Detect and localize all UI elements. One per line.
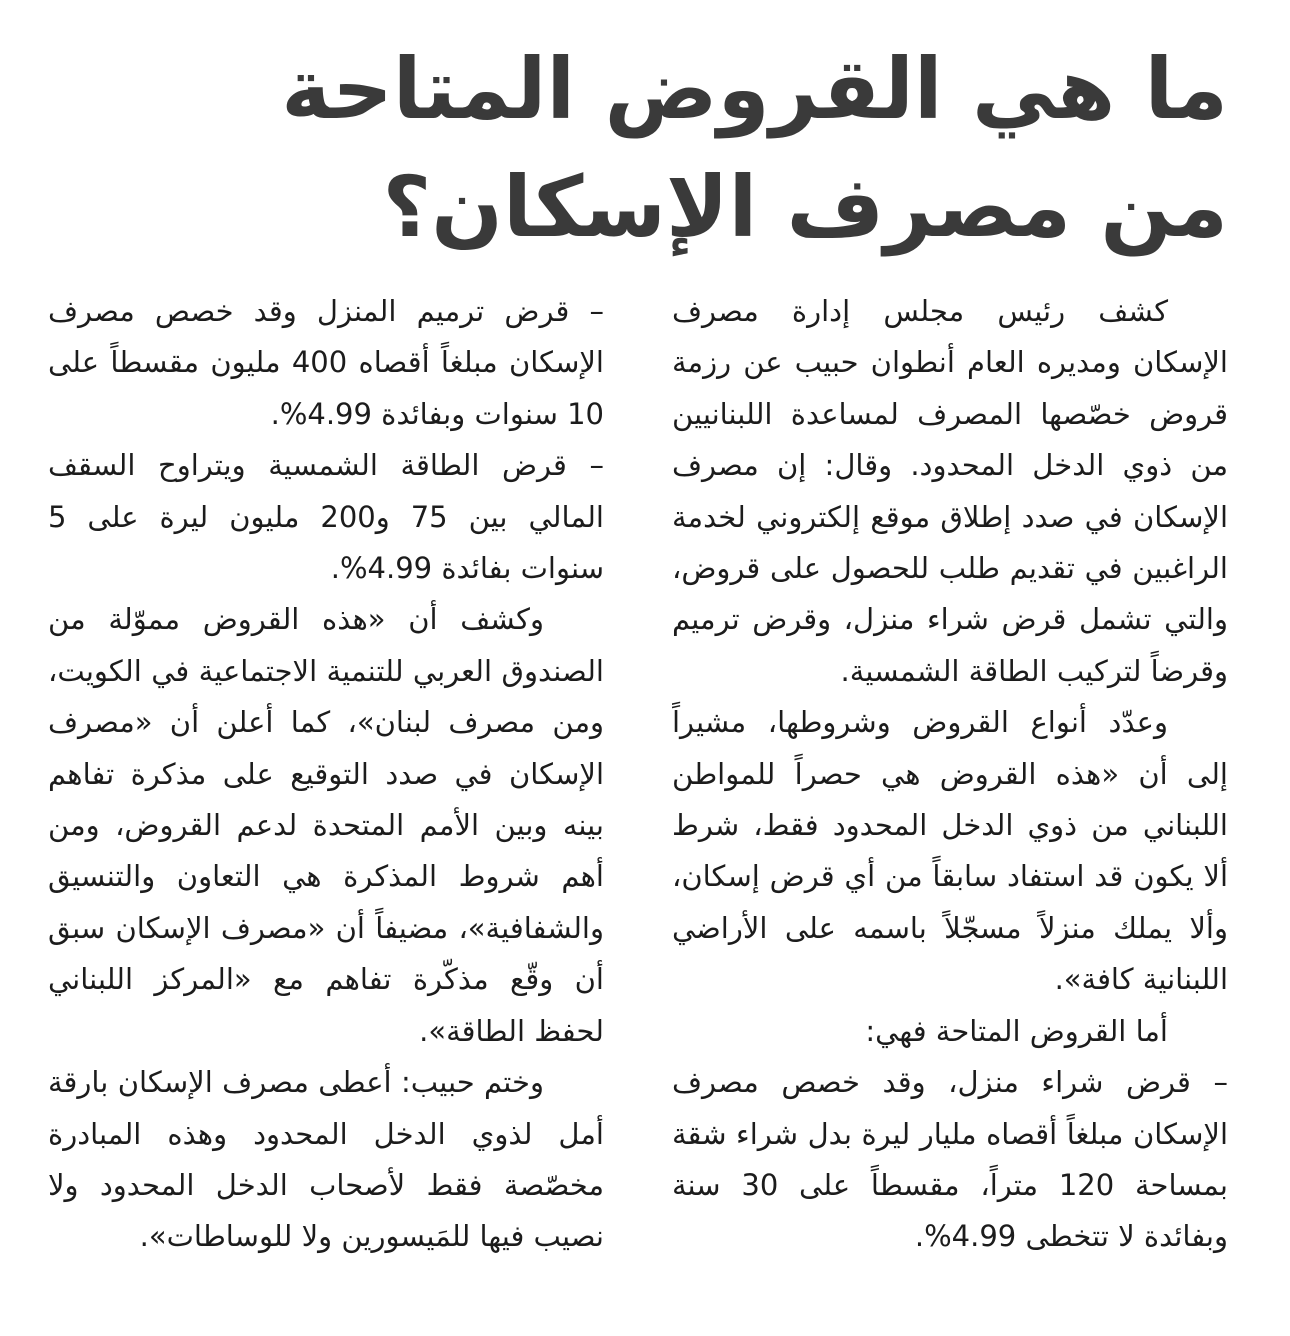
paragraph: وختم حبيب: أعطى مصرف الإسكان بارقة أمل لذوي الدخل المحدود وهذه المبادرة مخصّصة فقط لأصحاب الدخل المحدود ولا نصيب فيها للمَيسورين ولا للوساطات».: [48, 1065, 604, 1254]
paragraph: وعدّد أنواع القروض وشروطها، مشيراً إلى أن «هذه القروض هي حصراً للمواطن اللبناني من ذوي الدخل المحدود فقط، شرط ألا يكون قد استفاد سابقاً من أي قرض إسكان، وألا يملك منزلاً مسجّلاً باسمه على الأراضي اللبنانية كافة».: [672, 705, 1228, 997]
paragraph: أما القروض المتاحة فهي:: [865, 1013, 1168, 1048]
headline-line-1: ما هي القروض المتاحة: [281, 40, 1228, 138]
paragraph: – قرض ترميم المنزل وقد خصص مصرف الإسكان مبلغاً أقصاه 400 مليون مقسطاً على 10 سنوات وبفائدة 4.99%.: [48, 294, 604, 431]
column-left: [48, 286, 604, 1326]
headline-line-2: من مصرف الإسكان؟: [382, 158, 1228, 256]
column-right: [672, 286, 1228, 1326]
paragraph: وكشف أن «هذه القروض مموّلة من الصندوق العربي للتنمية الاجتماعية في الكويت، ومن مصرف لبنان»، كما أعلن أن «مصرف الإسكان في صدد التوقيع على مذكرة تفاهم بينه وبين الأمم المتحدة لدعم القروض، ومن أهم شروط المذكرة هي التعاون والتنسيق والشفافية»، مضيفاً أن «مصرف الإسكان سبق أن وقّع مذكّرة تفاهم مع «المركز اللبناني لحفظ الطاقة».: [48, 602, 604, 1048]
article-headline: [48, 30, 1228, 266]
paragraph: – قرض الطاقة الشمسية ويتراوح السقف المالي بين 75 و200 مليون ليرة على 5 سنوات بفائدة 4.99%.: [48, 448, 604, 586]
article-columns: [48, 286, 1228, 1326]
paragraph: كشف رئيس مجلس إدارة مصرف الإسكان ومديره العام أنطوان حبيب عن رزمة قروض خصّصها المصرف لمساعدة اللبنانيين من ذوي الدخل المحدود. وقال: إن مصرف الإسكان في صدد إطلاق موقع إلكتروني لخدمة الراغبين في تقديم طلب للحصول على قروض، والتي تشمل قرض شراء منزل، وقرض ترميم وقرضاً لتركيب الطاقة الشمسية.: [672, 294, 1228, 688]
paragraph: – قرض شراء منزل، وقد خصص مصرف الإسكان مبلغاً أقصاه مليار ليرة بدل شراء شقة بمساحة 120 متراً، مقسطاً على 30 سنة وبفائدة لا تتخطى 4.99%.: [672, 1065, 1228, 1254]
